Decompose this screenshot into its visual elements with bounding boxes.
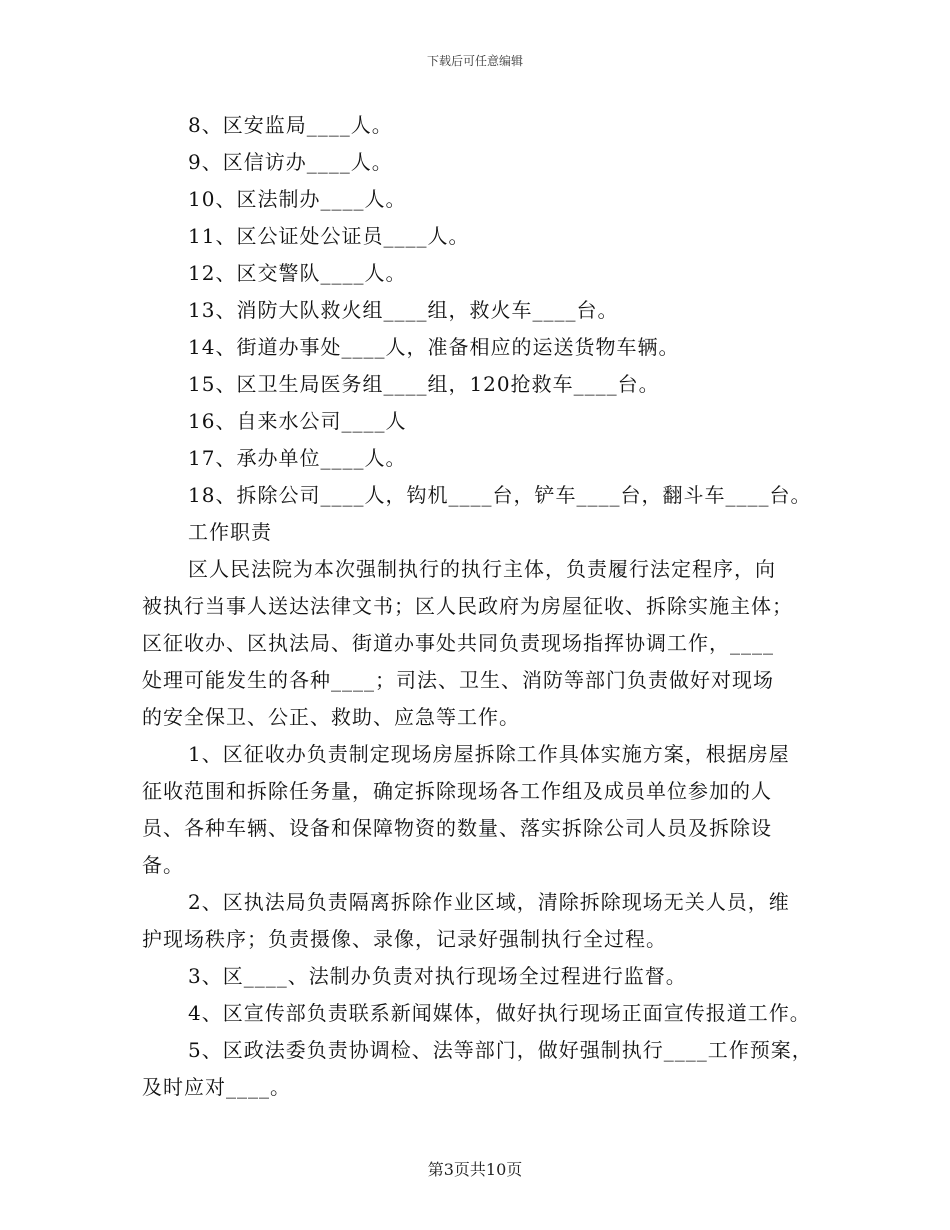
list-item-15: 15、区卫生局医务组____组，120抢救车____台。 [188,372,660,396]
paragraph-line: 被执行当事人送达法律文书；区人民政府为房屋征收、拆除实施主体； [142,594,793,618]
list-item-14: 14、街道办事处____人，准备相应的运送货物车辆。 [188,335,680,359]
paragraph-line: 处理可能发生的各种____；司法、卫生、消防等部门负责做好对现场 [142,668,774,692]
paragraph-line: 的安全保卫、公正、救助、应急等工作。 [142,705,520,729]
list-item-12: 12、区交警队____人。 [188,261,407,285]
paragraph-line: 3、区____、法制办负责对执行现场全过程进行监督。 [188,964,687,988]
paragraph-line: 征收范围和拆除任务量，确定拆除现场各工作组及成员单位参加的人 [142,779,772,803]
list-item-18: 18、拆除公司____人，钩机____台，铲车____台，翻斗车____台。 [188,483,812,507]
list-item-13: 13、消防大队救火组____组，救火车____台。 [188,298,619,322]
list-item-17: 17、承办单位____人。 [188,446,407,470]
paragraph-line: 员、各种车辆、设备和保障物资的数量、落实拆除公司人员及拆除设 [142,816,772,840]
list-item-8: 8、区安监局____人。 [188,113,393,137]
paragraph-line: 备。 [142,853,184,877]
list-item-10: 10、区法制办____人。 [188,187,407,211]
section-heading: 工作职责 [188,520,272,544]
paragraph-line: 区征收办、区执法局、街道办事处共同负责现场指挥协调工作，____ [142,631,774,655]
list-item-9: 9、区信访办____人。 [188,150,393,174]
paragraph-line: 4、区宣传部负责联系新闻媒体，做好执行现场正面宣传报道工作。 [188,1001,811,1025]
list-item-11: 11、区公证处公证员____人。 [188,224,470,248]
document-body [142,107,822,1106]
page-footer: 第3页共10页 [427,1160,523,1179]
paragraph-line: 区人民法院为本次强制执行的执行主体，负责履行法定程序，向 [188,557,776,581]
paragraph-line: 护现场秩序；负责摄像、录像，记录好强制执行全过程。 [142,927,667,951]
paragraph-line: 1、区征收办负责制定现场房屋拆除工作具体实施方案，根据房屋 [188,742,790,766]
paragraph-line: 及时应对____。 [142,1075,291,1099]
list-item-16: 16、自来水公司____人 [188,409,407,433]
paragraph-line: 5、区政法委负责协调检、法等部门，做好强制执行____工作预案， [188,1038,813,1062]
page-header: 下载后可任意编辑 [426,54,523,68]
paragraph-line: 2、区执法局负责隔离拆除作业区域，清除拆除现场无关人员，维 [188,890,790,914]
